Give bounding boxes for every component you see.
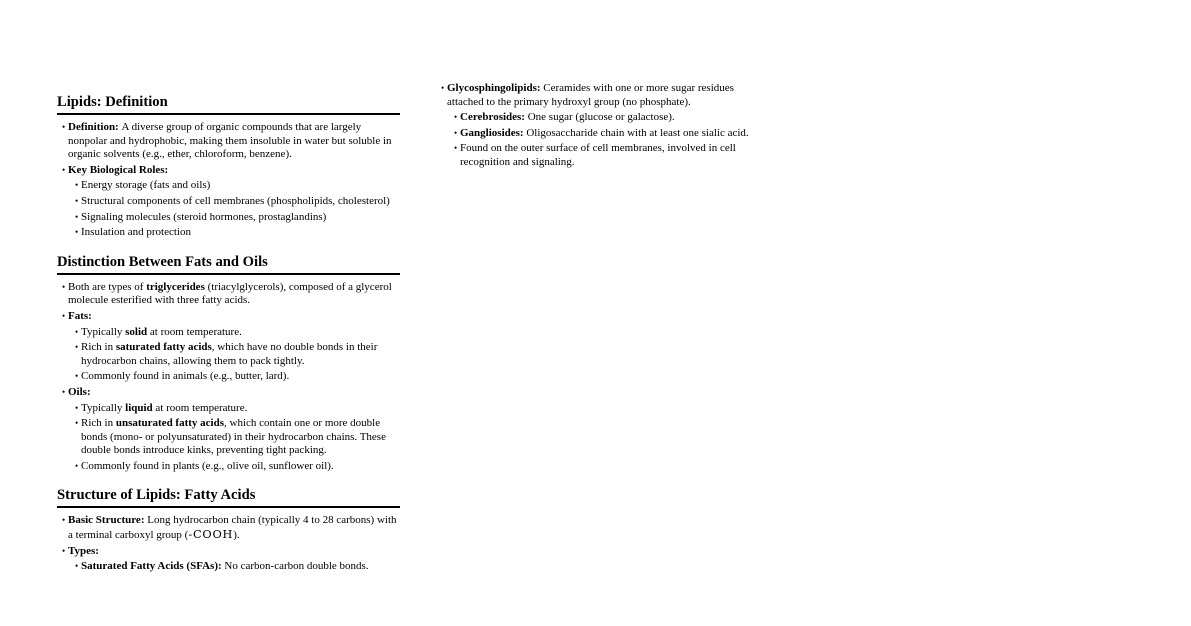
sub-bullet-list: [70, 326, 400, 384]
bold-text: Basic Structure:: [68, 514, 148, 527]
bullet-list: [57, 281, 400, 474]
bullet-item: [70, 211, 400, 225]
bullet-item: [57, 310, 400, 384]
bullet-item: [57, 386, 400, 474]
sub-bullet-list: [70, 179, 400, 239]
bold-text: Key Biological Roles:: [68, 163, 169, 176]
body-text: Oligosaccharide chain with at least one sialic acid.: [526, 126, 749, 139]
bold-text: Cerebrosides:: [460, 111, 528, 124]
bullet-item: [449, 142, 773, 169]
bullet-item: [70, 179, 400, 193]
sub-bullet-list: [70, 402, 400, 474]
body-text: A diverse group of organic compounds that are largely nonpolar and hydrophobic, making them insoluble in water but soluble in organic solvents (e.g., ether, chloroform, benzene).: [68, 121, 392, 161]
body-text: Insulation and protection: [81, 226, 191, 239]
bold-text: Oils:: [68, 385, 91, 398]
bullet-item: [57, 545, 400, 574]
body-text: Structural components of cell membranes (phospholipids, cholesterol): [81, 194, 390, 207]
body-text: Long hydrocarbon chain (typically 4 to 28 carbons) with a terminal carboxyl group (: [68, 514, 397, 542]
bold-text: unsaturated fatty acids: [115, 417, 225, 430]
bullet-item: [57, 121, 400, 162]
body-text: Ceramides with one or more sugar residues attached to the primary hydroxyl group (no phosphate).: [447, 82, 734, 108]
document-section: [57, 94, 400, 240]
body-text: Commonly found in plants (e.g., olive oil, sunflower oil).: [81, 459, 334, 472]
bullet-list: [57, 121, 400, 240]
body-text: Typically: [81, 401, 126, 414]
bullet-item: [70, 370, 400, 384]
bullet-item: [70, 417, 400, 458]
bold-text: Types:: [68, 544, 99, 557]
bullet-item: [57, 281, 400, 308]
bullet-item: [70, 226, 400, 240]
bullet-item: [70, 326, 400, 340]
body-text: Typically: [81, 325, 126, 338]
bullet-item: [57, 164, 400, 240]
bold-text: Gangliosides:: [460, 126, 527, 139]
bold-text: saturated fatty acids: [115, 341, 212, 354]
body-text: Rich in: [81, 417, 116, 430]
column-right: [436, 80, 773, 170]
body-text: at room temperature.: [147, 325, 242, 338]
document-section: [57, 254, 400, 474]
bold-text: Glycosphingolipids:: [447, 82, 544, 94]
bullet-list: [57, 514, 400, 573]
body-text: No carbon-carbon double bonds.: [224, 560, 369, 573]
bullet-item: [70, 341, 400, 368]
bullet-item: [70, 195, 400, 209]
bullet-item: [70, 560, 400, 574]
body-text: Both are types of: [68, 280, 147, 293]
document-section: [436, 82, 773, 170]
bold-text: Fats:: [68, 309, 92, 322]
section-heading: Structure of Lipids: Fatty Acids: [57, 487, 400, 508]
body-text: One sugar (glucose or galactose).: [527, 111, 675, 124]
body-text: Rich in: [81, 341, 116, 354]
sub-bullet-list: [70, 560, 400, 574]
bold-text: solid: [125, 325, 148, 338]
bullet-item: [436, 82, 773, 170]
bullet-item: [57, 514, 400, 542]
body-text: Energy storage (fats and oils): [81, 179, 211, 192]
bold-text: liquid: [125, 401, 153, 414]
bold-text: Definition:: [68, 121, 122, 133]
chemical-formula: -COOH: [188, 528, 234, 542]
body-text: (triacylglycerols), composed of a glycerol molecule esterified with three fatty acids.: [68, 280, 392, 307]
bullet-item: [449, 127, 773, 141]
bullet-list: [436, 82, 773, 170]
body-text: ).: [233, 529, 240, 542]
bullet-item: [70, 402, 400, 416]
bold-text: Saturated Fatty Acids (SFAs):: [81, 560, 225, 573]
body-text: Found on the outer surface of cell membranes, involved in cell recognition and signaling.: [460, 142, 736, 168]
sub-bullet-list: [449, 111, 773, 169]
document-section: [57, 487, 400, 573]
column-left: [57, 80, 400, 574]
bold-text: triglycerides: [146, 280, 205, 293]
section-heading: Lipids: Definition: [57, 94, 400, 115]
body-text: , which have no double bonds in their hydrocarbon chains, allowing them to pack tightly.: [81, 341, 378, 367]
section-heading: Distinction Between Fats and Oils: [57, 254, 400, 275]
bullet-item: [449, 111, 773, 125]
body-text: at room temperature.: [152, 401, 248, 414]
bullet-item: [70, 460, 400, 474]
body-text: , which contain one or more double bonds (mono- or polyunsaturated) in their hydrocarbon chains. These double bonds introduce kinks, preventing tight packing.: [81, 417, 386, 457]
body-text: Commonly found in animals (e.g., butter, lard).: [81, 370, 290, 383]
body-text: Signaling molecules (steroid hormones, prostaglandins): [81, 210, 327, 223]
